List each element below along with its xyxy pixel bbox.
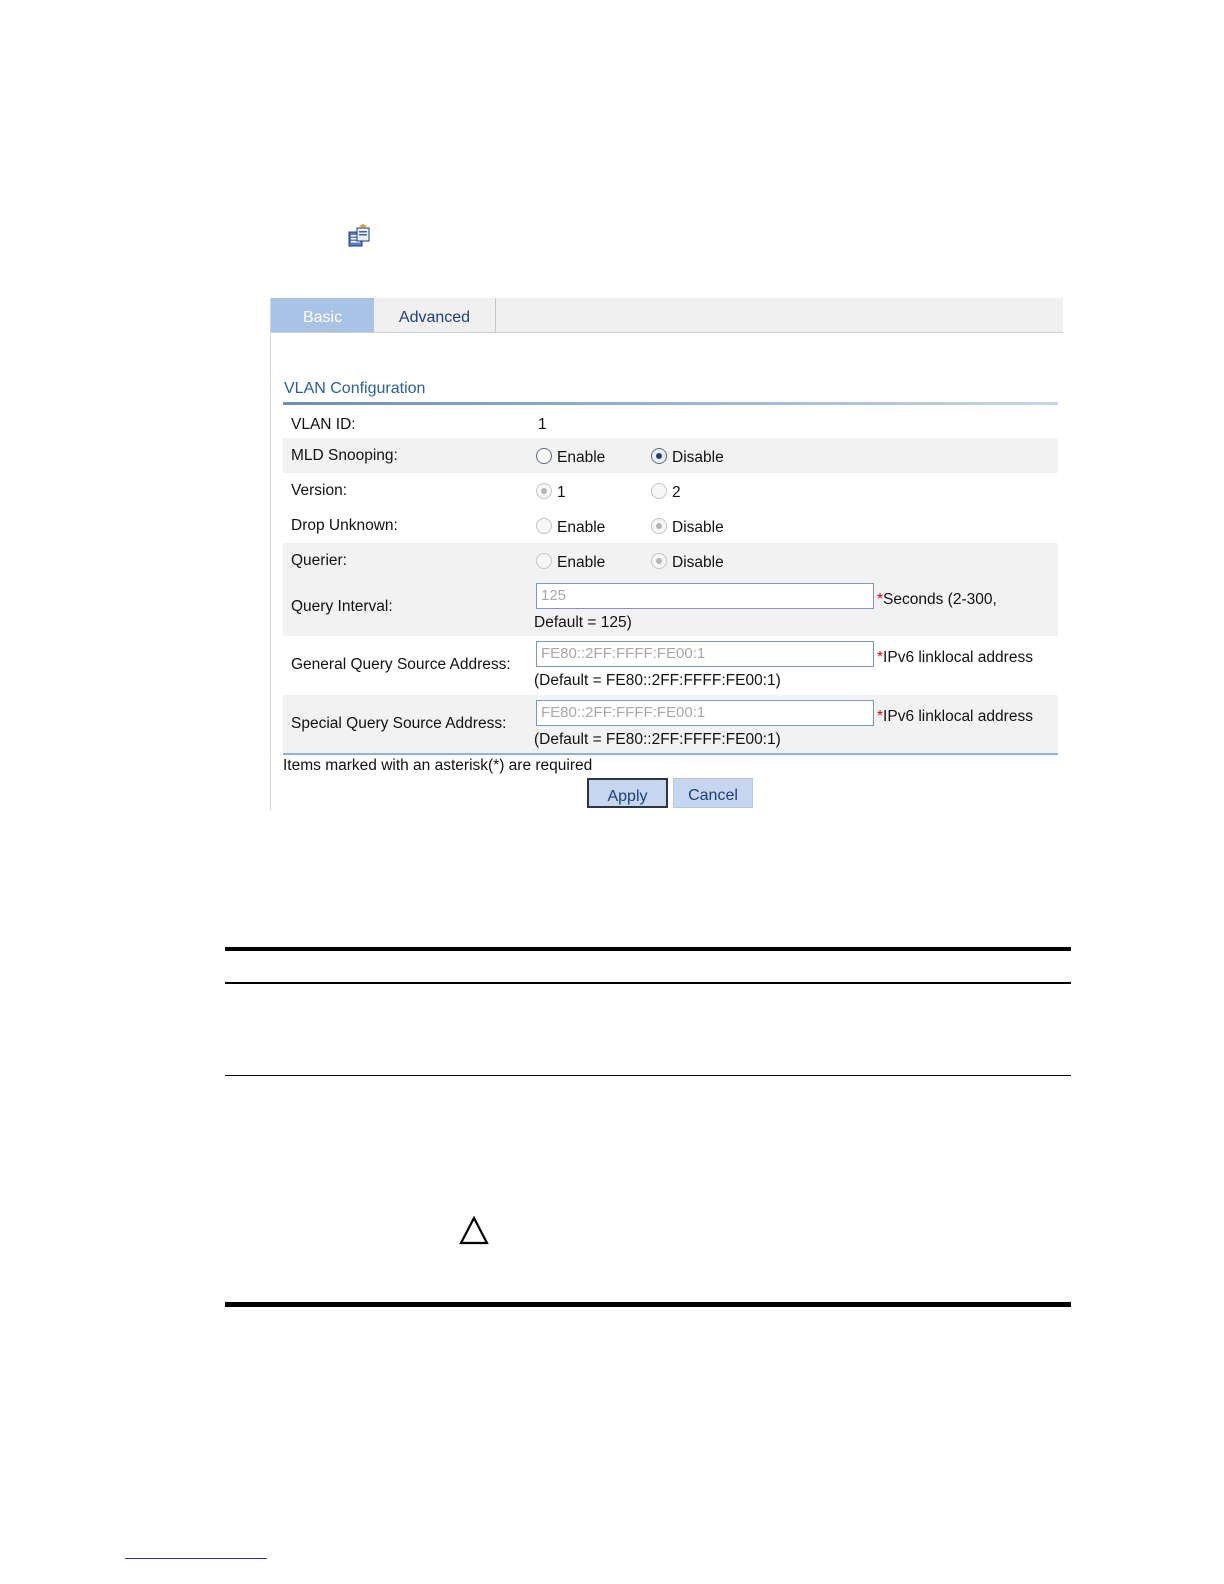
section-divider [283,402,1058,405]
caution-bottom-rule [225,1302,1071,1307]
mld-snooping-enable-radio[interactable] [536,448,552,464]
tab-bar [271,298,1063,333]
special-query-source-input[interactable]: FE80::2FF:FFFF:FE00:1 [536,700,874,726]
caution-triangle-icon [458,1215,490,1247]
drop-unknown-disable-label: Disable [672,519,724,536]
vlan-id-row [283,406,1058,438]
required-asterisk: * [877,591,884,608]
mld-snooping-label: MLD Snooping: [291,447,398,464]
copy-config-icon [347,224,373,248]
special-query-source-label: Special Query Source Address: [291,715,507,732]
special-query-source-default: (Default = FE80::2FF:FFFF:FE00:1) [534,731,781,748]
query-interval-input[interactable]: 125 [536,583,874,609]
drop-unknown-enable-label: Enable [557,519,606,536]
tab-advanced[interactable]: Advanced [374,298,496,332]
general-query-source-label: General Query Source Address: [291,656,511,673]
tab-basic[interactable]: Basic [271,298,374,332]
cancel-button[interactable]: Cancel [673,778,753,808]
vlan-id-label: VLAN ID: [291,416,356,433]
query-interval-hint-text: Seconds (2-300, [883,591,997,608]
querier-enable-radio[interactable] [536,553,552,569]
mld-snooping-enable-label: Enable [557,449,606,466]
special-query-source-hint-text: IPv6 linklocal address [883,708,1033,725]
table-row-rule [225,1075,1071,1076]
special-query-source-hint [877,708,1033,726]
mld-snooping-row [283,438,1058,473]
vlan-id-value: 1 [538,416,547,433]
querier-disable-radio[interactable] [651,553,667,569]
required-note: Items marked with an asterisk(*) are required [283,757,593,774]
footer-link-underline [125,1558,267,1559]
drop-unknown-row [283,508,1058,543]
vlan-config-panel [270,298,1064,810]
version-label: Version: [291,482,348,499]
query-interval-label: Query Interval: [291,598,393,615]
table-top-rule [225,947,1071,951]
special-query-source-row [283,695,1058,753]
querier-label: Querier: [291,552,347,569]
query-interval-default: Default = 125) [534,614,632,631]
version-1-label: 1 [557,484,566,501]
mld-snooping-disable-label: Disable [672,449,724,466]
table-header-rule [225,982,1071,984]
version-row [283,473,1058,508]
drop-unknown-label: Drop Unknown: [291,517,398,534]
version-1-radio[interactable] [536,483,552,499]
mld-snooping-disable-radio[interactable] [651,448,667,464]
drop-unknown-enable-radio[interactable] [536,518,552,534]
general-query-source-hint-text: IPv6 linklocal address [883,649,1033,666]
apply-button[interactable]: Apply [587,778,668,808]
form-bottom-divider [283,753,1058,755]
general-query-source-hint [877,649,1033,667]
querier-group [283,543,1058,636]
drop-unknown-disable-radio[interactable] [651,518,667,534]
general-query-source-input[interactable]: FE80::2FF:FFFF:FE00:1 [536,641,874,667]
general-query-source-default: (Default = FE80::2FF:FFFF:FE00:1) [534,672,781,689]
general-query-source-row [283,636,1058,695]
required-asterisk: * [877,708,884,725]
query-interval-hint [877,591,997,609]
version-2-radio[interactable] [651,483,667,499]
querier-enable-label: Enable [557,554,606,571]
required-asterisk: * [877,649,884,666]
version-2-label: 2 [672,484,681,501]
querier-disable-label: Disable [672,554,724,571]
section-title: VLAN Configuration [284,380,426,397]
